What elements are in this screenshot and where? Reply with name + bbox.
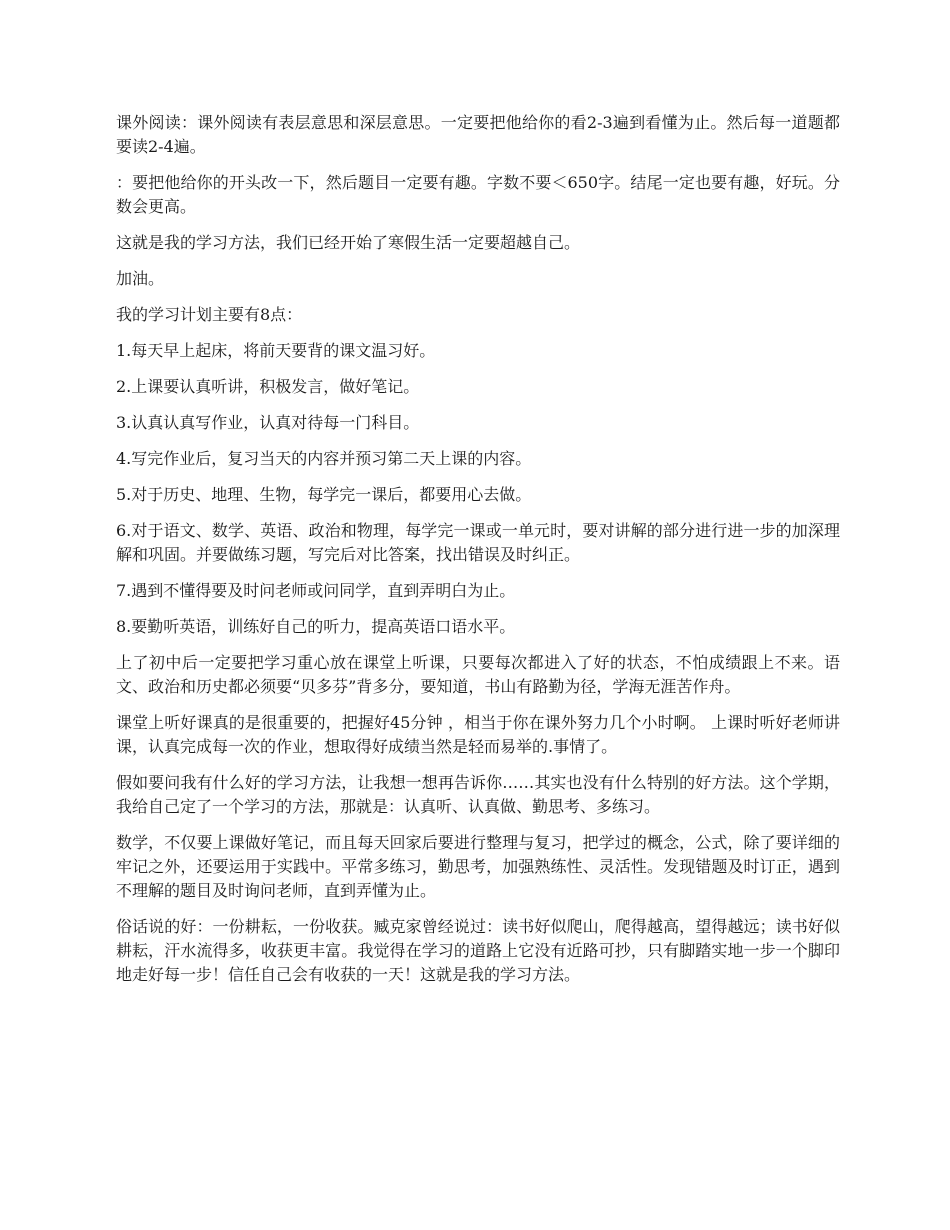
paragraph-math-study: 数学，不仅要上课做好笔记，而且每天回家后要进行整理与复习，把学过的概念，公式，除了要详细的牢记之外，还要运用于实践中。平常多练习，勤思考，加强熟练性、灵活性。发现错题及时订正，遇到不理解的题目及时询问老师，直到弄懂为止。 [116, 833, 840, 900]
document-body [116, 111, 840, 999]
paragraph-cheer: 加油。 [116, 269, 165, 288]
list-item-plan-8: 8.要勤听英语，训练好自己的听力，提高英语口语水平。 [116, 617, 516, 636]
paragraph-semester-method: 假如要问我有什么好的学习方法，让我想一想再告诉你……其实也没有什么特别的好方法。这个学期，我给自己定了一个学习的方法，那就是：认真听、认真做、勤思考、多练习。 [116, 773, 840, 816]
list-item-plan-1: 1.每天早上起床，将前天要背的课文温习好。 [116, 341, 436, 360]
paragraph-method-summary: 这就是我的学习方法，我们已经开始了寒假生活一定要超越自己。 [116, 233, 581, 252]
list-item-plan-2: 2.上课要认真听讲，积极发言，做好笔记。 [116, 377, 420, 396]
list-item-plan-3: 3.认真认真写作业，认真对待每一门科目。 [116, 413, 420, 432]
paragraph-classroom-listening: 课堂上听好课真的是很重要的，把握好45分钟 ，相当于你在课外努力几个小时啊。 上课时听好老师讲课，认真完成每一次的作业，想取得好成绩当然是轻而易举的.事情了。 [116, 713, 840, 756]
paragraph-extracurricular-reading: 课外阅读：课外阅读有表层意思和深层意思。一定要把他给你的看2-3遍到看懂为止。然后每一道题都要读2-4遍。 [116, 113, 840, 156]
paragraph-plan-intro: 我的学习计划主要有8点： [116, 305, 303, 324]
paragraph-composition-tips: ：要把他给你的开头改一下，然后题目一定要有趣。字数不要＜650字。结尾一定也要有趣，好玩。分数会更高。 [116, 173, 840, 216]
paragraph-proverb-conclusion: 俗话说的好：一份耕耘，一份收获。臧克家曾经说过：读书好似爬山，爬得越高，望得越远；读书好似耕耘，汗水流得多，收获更丰富。我觉得在学习的道路上它没有近路可抄，只有脚踏实地一步一个脚印地走好每一步！信任自己会有收获的一天！这就是我的学习方法。 [116, 917, 840, 984]
list-item-plan-7: 7.遇到不懂得要及时问老师或问同学，直到弄明白为止。 [116, 581, 516, 600]
list-item-plan-5: 5.对于历史、地理、生物，每学完一课后，都要用心去做。 [116, 485, 532, 504]
paragraph-junior-high-focus: 上了初中后一定要把学习重心放在课堂上听课，只要每次都进入了好的状态，不怕成绩跟上不来。语文、政治和历史都必须要“贝多芬”背多分，要知道，书山有路勤为径，学海无涯苦作舟。 [116, 653, 840, 696]
list-item-plan-6: 6.对于语文、数学、英语、政治和物理，每学完一课或一单元时，要对讲解的部分进行进一步的加深理解和巩固。并要做练习题，写完后对比答案，找出错误及时纠正。 [116, 521, 840, 564]
list-item-plan-4: 4.写完作业后，复习当天的内容并预习第二天上课的内容。 [116, 449, 532, 468]
